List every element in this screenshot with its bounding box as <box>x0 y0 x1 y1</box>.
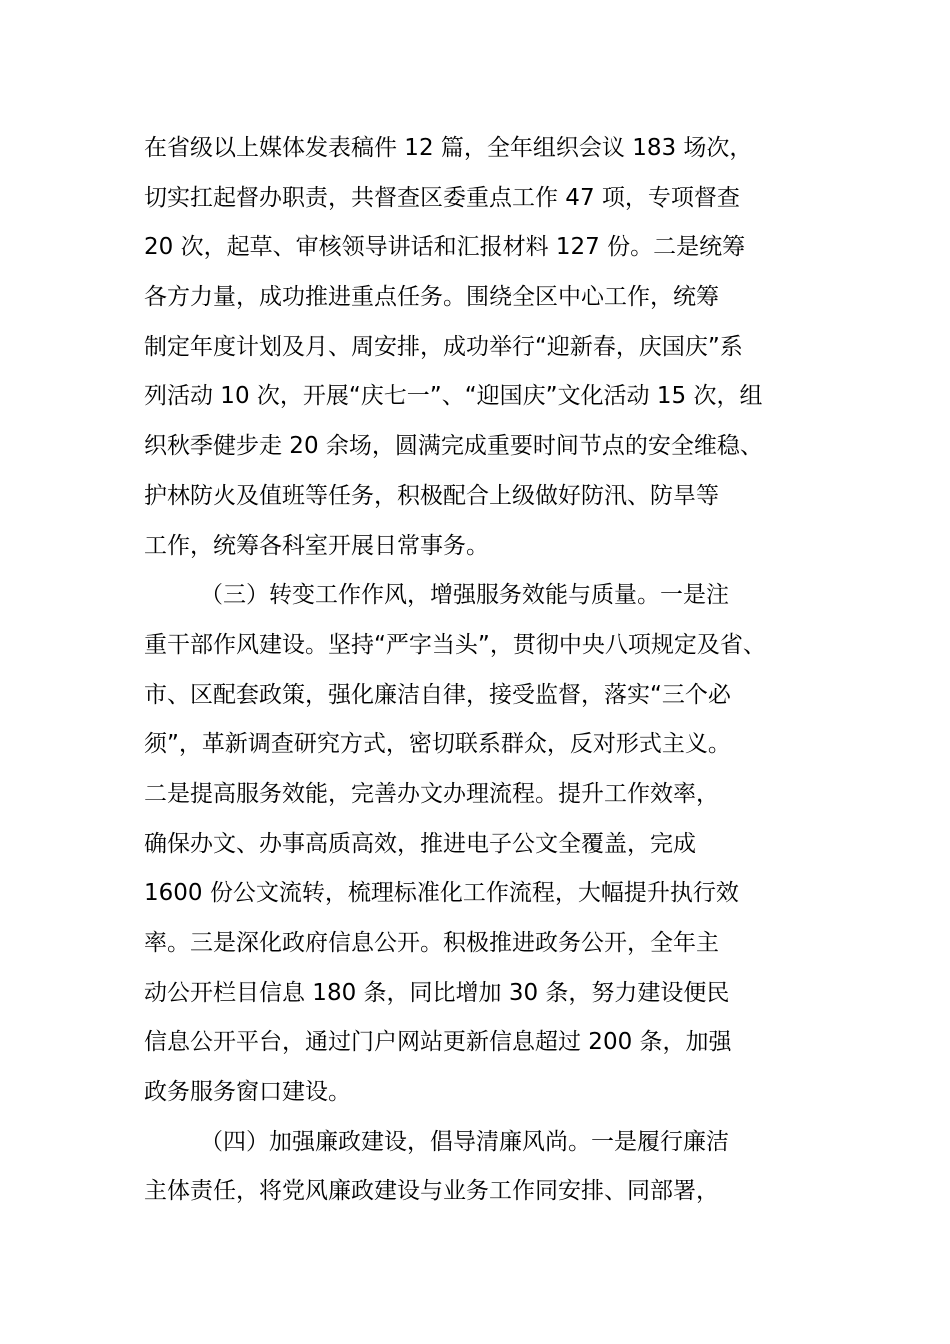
text-line: 制定年度计划及月、周安排，成功举行“迎新春，庆国庆”系 <box>144 333 743 360</box>
text-line: 切实扛起督办职责，共督查区委重点工作 47 项，专项督查 <box>144 184 740 211</box>
body-text <box>144 124 844 1217</box>
text-line: 二是提高服务效能，完善办文办理流程。提升工作效率， <box>144 780 719 807</box>
text-line: 各方力量，成功推进重点任务。围绕全区中心工作，统筹 <box>144 284 719 311</box>
text-line: 列活动 10 次，开展“庆七一”、“迎国庆”文化活动 15 次，组 <box>144 383 763 410</box>
text-line: 政务服务窗口建设。 <box>144 1079 351 1106</box>
section-heading-line: （三）转变工作作风，增强服务效能与质量。一是注 <box>200 582 729 609</box>
text-line: 动公开栏目信息 180 条，同比增加 30 条，努力建设便民 <box>144 979 730 1006</box>
text-line: 须”，革新调查研究方式，密切联系群众，反对形式主义。 <box>144 731 731 758</box>
text-line: 主体责任，将党风廉政建设与业务工作同安排、同部署， <box>144 1178 719 1205</box>
text-line: 织秋季健步走 20 余场，圆满完成重要时间节点的安全维稳、 <box>144 433 763 460</box>
text-line: 确保办文、办事高质高效，推进电子公文全覆盖，完成 <box>144 830 696 857</box>
text-line: 市、区配套政策，强化廉洁自律，接受监督，落实“三个必 <box>144 681 731 708</box>
text-line: 1600 份公文流转，梳理标准化工作流程，大幅提升执行效 <box>144 880 739 907</box>
section-heading-line: （四）加强廉政建设，倡导清廉风尚。一是履行廉洁 <box>200 1128 729 1155</box>
text-line: 20 次，起草、审核领导讲话和汇报材料 127 份。二是统筹 <box>144 234 746 261</box>
text-line: 工作，统筹各科室开展日常事务。 <box>144 532 489 559</box>
text-line: 重干部作风建设。坚持“严字当头”，贯彻中央八项规定及省、 <box>144 631 766 658</box>
text-line: 在省级以上媒体发表稿件 12 篇，全年组织会议 183 场次， <box>144 135 753 161</box>
text-line: 信息公开平台，通过门户网站更新信息超过 200 条，加强 <box>144 1029 732 1056</box>
text-line: 护林防火及值班等任务，积极配合上级做好防汛、防旱等 <box>144 482 719 509</box>
text-line: 率。三是深化政府信息公开。积极推进政务公开，全年主 <box>144 930 719 956</box>
